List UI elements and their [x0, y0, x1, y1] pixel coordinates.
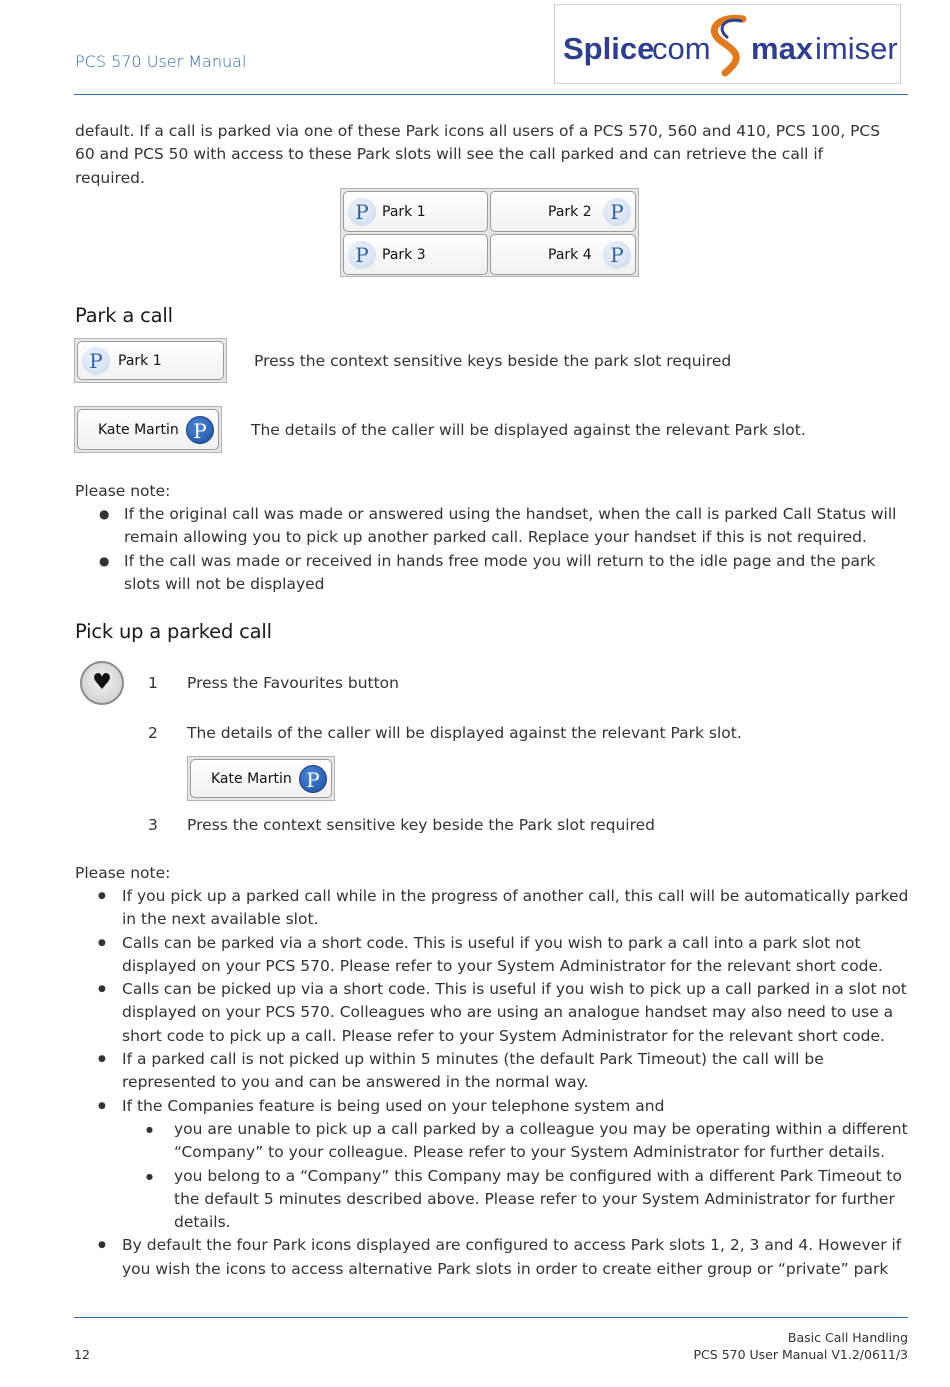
caller-example-frame [74, 406, 222, 453]
list-item: ● Calls can be parked via a short code. This is useful if you wish to park a call into a park slot not displayed on your PCS 570. Please refer to your System Administrator for the relevant short code. [98, 933, 883, 975]
step-number: 2 [148, 724, 158, 742]
intro-paragraph: default. If a call is parked via one of these Park icons all users of a PCS 570, 560 and 410, PCS 100, PCS 60 and PCS 50 with access to these Park slots will see the call parked and can retrieve the call if required. [75, 122, 881, 187]
step-text: Press the context sensitive key beside the Park slot required [187, 816, 655, 834]
parked-icon: P [299, 765, 327, 793]
park-icon: P [603, 198, 631, 226]
favourites-button[interactable] [80, 661, 124, 705]
park-label: Park 4 [548, 246, 592, 263]
caller-kate-martin-button[interactable] [190, 759, 332, 798]
park-1-example-frame [74, 338, 227, 383]
park-1-example-button[interactable] [77, 341, 224, 380]
section-heading-park-a-call: Park a call [75, 304, 173, 327]
sub-list-item: ● you belong to a “Company” this Company may be configured with a different Park Timeout to the default 5 minutes described above. Please refer to your System Administrator for further details. [146, 1166, 902, 1232]
logo-word-imiser: imiser [815, 31, 898, 66]
caller-name: Kate Martin [98, 421, 179, 438]
splicecom-maximiser-logo [554, 4, 901, 84]
footer-document-version: PCS 570 User Manual V1.2/0611/3 [693, 1347, 908, 1362]
document-title: PCS 570 User Manual [75, 52, 247, 71]
list-item: ● If you pick up a parked call while in the progress of another call, this call will be automatically parked in the next available slot. [98, 887, 909, 929]
list-item: ● If the Companies feature is being used on your telephone system and [98, 1096, 665, 1115]
list-item: ● By default the four Park icons displayed are configured to access Park slots 1, 2, 3 and 4. However if you wish the icons to access alternative Park slots in order to create either group or “private” park [98, 1236, 902, 1278]
list-item: ● If a parked call is not picked up within 5 minutes (the default Park Timeout) the call will be represented to you and can be answered in the normal way. [98, 1050, 824, 1092]
logo-word-splice: Splice [563, 31, 655, 66]
footer-rule [74, 1317, 908, 1318]
note-label: Please note: [75, 864, 171, 882]
caller-example-frame [187, 756, 335, 801]
logo-swoosh-icon [714, 18, 743, 73]
footer-section: Basic Call Handling [787, 1330, 908, 1345]
step-text: The details of the caller will be displayed against the relevant Park slot. [187, 724, 742, 742]
park-icon: P [348, 198, 376, 226]
park-icon: P [348, 241, 376, 269]
note-label: Please note: [75, 482, 171, 500]
park-3-button[interactable] [343, 234, 488, 275]
park-label: Park 1 [382, 203, 426, 220]
caller-name: Kate Martin [211, 770, 292, 787]
pickup-notes-list [98, 885, 910, 1281]
page-number: 12 [74, 1347, 90, 1362]
caller-details-instruction: The details of the caller will be displayed against the relevant Park slot. [251, 421, 806, 439]
heart-icon: ♥ [92, 670, 112, 695]
park-step-instruction: Press the context sensitive keys beside the park slot required [254, 352, 732, 370]
park-icon: P [82, 347, 110, 375]
list-item: ● If the original call was made or answered using the handset, when the call is parked Call Status will remain allowing you to pick up another parked call. Replace your handset if this is not required. [99, 505, 897, 547]
logo-word-max: max [751, 31, 814, 66]
park-1-button[interactable] [343, 191, 488, 232]
park-2-button[interactable] [490, 191, 636, 232]
step-text: Press the Favourites button [187, 674, 399, 692]
park-label: Park 2 [548, 203, 592, 220]
header-rule [74, 94, 908, 95]
list-item: ● If the call was made or received in hands free mode you will return to the idle page and the park slots will not be displayed [99, 551, 876, 593]
park-label: Park 1 [118, 352, 162, 369]
list-item: ● Calls can be picked up via a short code. This is useful if you wish to pick up a call parked in a slot not displayed on your PCS 570. Colleagues who are using an analogue handset may also need to use a short code to pick up a call. Please refer to your System Administrator for the relevant short code. [98, 980, 907, 1045]
logo-word-com: com [652, 31, 711, 66]
step-number: 3 [148, 816, 158, 834]
park-slots-panel [340, 188, 639, 277]
caller-kate-martin-button[interactable] [77, 409, 219, 450]
park-4-button[interactable] [490, 234, 636, 275]
park-label: Park 3 [382, 246, 426, 263]
park-icon: P [603, 241, 631, 269]
parked-icon: P [186, 416, 214, 444]
sub-list-item: ● you are unable to pick up a call parked by a colleague you may be operating within a different “Company” to your colleague. Please refer to your System Administrator for further details. [146, 1119, 908, 1162]
park-notes-list [99, 503, 899, 596]
step-number: 1 [148, 674, 158, 692]
section-heading-pick-up: Pick up a parked call [75, 620, 272, 643]
